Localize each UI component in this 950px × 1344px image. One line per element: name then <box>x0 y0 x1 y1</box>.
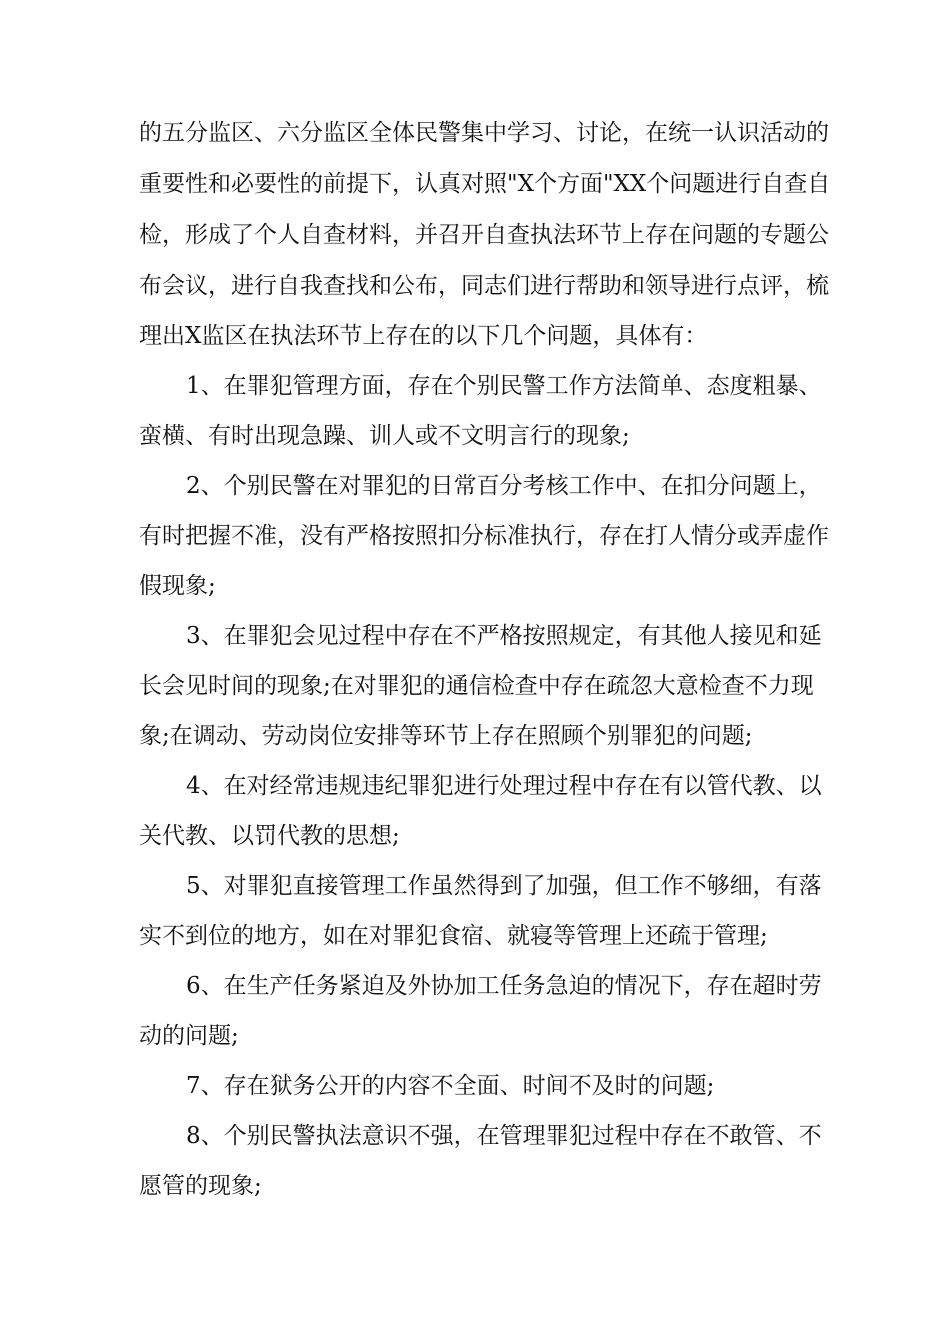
list-item-6-line-1: 6、在生产任务紧迫及外协加工任务急迫的情况下，存在超时劳 <box>186 973 822 999</box>
text-line: 的五分监区、六分监区全体民警集中学习、讨论，在统一认识活动的 <box>139 120 829 146</box>
list-item-3-line-2: 长会见时间的现象;在对罪犯的通信检查中存在疏忽大意检查不力现 <box>139 673 814 699</box>
list-item-2-line-3: 假现象; <box>139 573 216 599</box>
list-item-8-line-2: 愿管的现象; <box>139 1173 262 1199</box>
text-line: 布会议，进行自我查找和公布，同志们进行帮助和领导进行点评，梳 <box>139 273 829 299</box>
list-item-3-line-3: 象;在调动、劳动岗位安排等环节上存在照顾个别罪犯的问题; <box>139 723 753 749</box>
list-item-8-line-1: 8、个别民警执法意识不强，在管理罪犯过程中存在不敢管、不 <box>186 1123 822 1149</box>
list-item-6-line-2: 动的问题; <box>139 1023 239 1049</box>
list-item-2-line-1: 2、个别民警在对罪犯的日常百分考核工作中、在扣分问题上， <box>186 473 822 499</box>
list-item-3-line-1: 3、在罪犯会见过程中存在不严格按照规定，有其他人接见和延 <box>186 623 822 649</box>
list-item-4-line-2: 关代教、以罚代教的思想; <box>139 823 400 849</box>
list-item-1-line-1: 1、在罪犯管理方面，存在个别民警工作方法简单、态度粗暴、 <box>186 373 822 399</box>
text-line: 理出X监区在执法环节上存在的以下几个问题，具体有： <box>139 323 708 349</box>
list-item-7-line-1: 7、存在狱务公开的内容不全面、时间不及时的问题; <box>186 1073 715 1099</box>
text-line: 检，形成了个人自查材料，并召开自查执法环节上存在问题的专题公 <box>139 222 829 248</box>
list-item-5-line-2: 实不到位的地方，如在对罪犯食宿、就寝等管理上还疏于管理; <box>139 923 768 949</box>
text-line: 重要性和必要性的前提下，认真对照"X个方面"XX个问题进行自查自 <box>139 171 831 197</box>
list-item-1-line-2: 蛮横、有时出现急躁、训人或不文明言行的现象; <box>139 423 630 449</box>
list-item-2-line-2: 有时把握不准，没有严格按照扣分标准执行，存在打人情分或弄虚作 <box>139 523 829 549</box>
list-item-4-line-1: 4、在对经常违规违纪罪犯进行处理过程中存在有以管代教、以 <box>186 773 822 799</box>
list-item-5-line-1: 5、对罪犯直接管理工作虽然得到了加强，但工作不够细，有落 <box>186 873 822 899</box>
